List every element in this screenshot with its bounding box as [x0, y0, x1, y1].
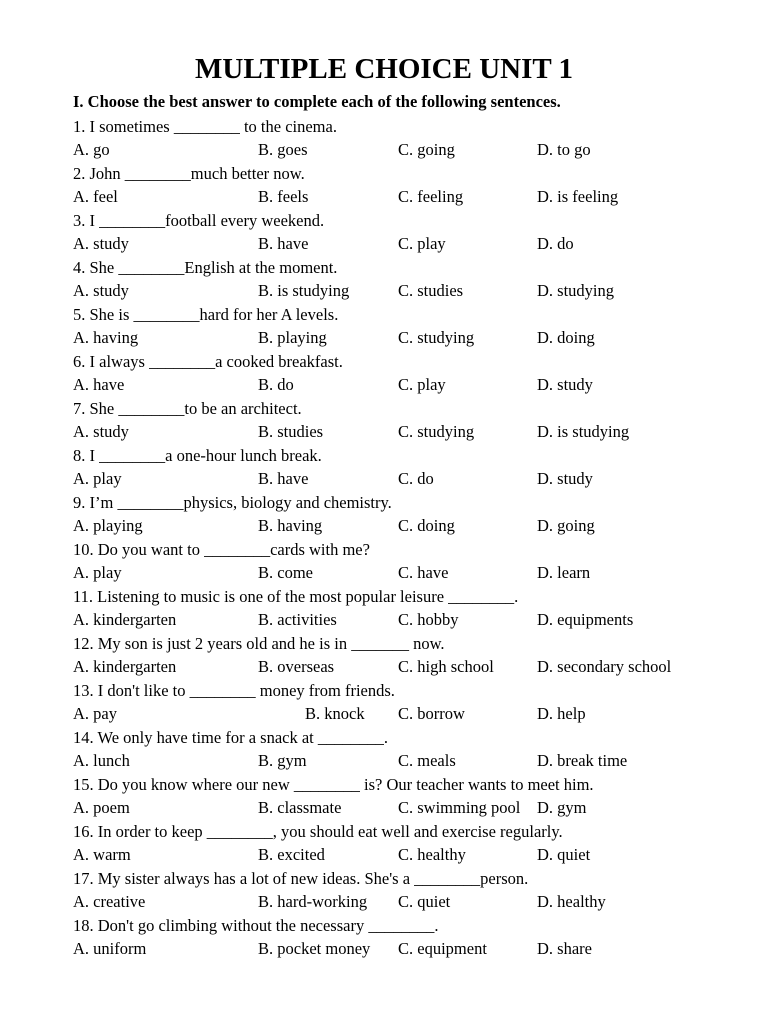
- option-b: B. do: [258, 375, 294, 394]
- option-d: D. is feeling: [537, 187, 619, 206]
- question-options: [73, 890, 753, 914]
- option-b: B. goes: [258, 140, 308, 159]
- option-b: B. gym: [258, 751, 307, 770]
- option-b: B. overseas: [258, 657, 335, 676]
- option-d: D. studying: [537, 281, 615, 300]
- question-options: [73, 796, 753, 820]
- option-d: D. equipments: [537, 610, 634, 629]
- option-a: A. kindergarten: [73, 610, 177, 629]
- question-options: [73, 608, 753, 632]
- option-d: D. healthy: [537, 892, 606, 911]
- question-item: [73, 726, 753, 773]
- option-a: A. go: [73, 140, 110, 159]
- option-a: A. having: [73, 328, 139, 347]
- question-stem: 9. I’m ________physics, biology and chemistry.: [73, 492, 392, 512]
- option-c: C. feeling: [398, 187, 464, 206]
- option-a: A. uniform: [73, 939, 147, 958]
- option-a: A. study: [73, 234, 129, 253]
- question-options: [73, 561, 753, 585]
- question-stem: 14. We only have time for a snack at ________.: [73, 727, 388, 747]
- question-stem: 8. I ________a one-hour lunch break.: [73, 445, 322, 465]
- option-c: C. play: [398, 234, 446, 253]
- question-stem: 5. She is ________hard for her A levels.: [73, 304, 339, 324]
- question-options: [73, 937, 753, 961]
- question-stem: 7. She ________to be an architect.: [73, 398, 302, 418]
- option-a: A. poem: [73, 798, 130, 817]
- option-c: C. do: [398, 469, 434, 488]
- section-instruction: I. Choose the best answer to complete each of the following sentences.: [73, 92, 561, 111]
- option-b: B. activities: [258, 610, 337, 629]
- question-item: [73, 820, 753, 867]
- question-stem: 2. John ________much better now.: [73, 163, 305, 183]
- option-d: D. doing: [537, 328, 595, 347]
- option-d: D. study: [537, 469, 593, 488]
- question-stem: 15. Do you know where our new ________ is? Our teacher wants to meet him.: [73, 774, 594, 794]
- question-item: [73, 303, 753, 350]
- option-b: B. excited: [258, 845, 325, 864]
- question-options: [73, 514, 753, 538]
- option-b: B. hard-working: [258, 892, 368, 911]
- question-options: [73, 843, 753, 867]
- question-stem: 12. My son is just 2 years old and he is in _______ now.: [73, 633, 445, 653]
- question-options: [73, 749, 753, 773]
- option-a: A. play: [73, 469, 122, 488]
- option-d: D. share: [537, 939, 592, 958]
- option-d: D. secondary school: [537, 657, 672, 676]
- question-options: [73, 279, 753, 303]
- question-item: [73, 491, 753, 538]
- question-stem: 3. I ________football every weekend.: [73, 210, 325, 230]
- option-b: B. have: [258, 469, 309, 488]
- question-item: [73, 585, 753, 632]
- question-stem: 18. Don't go climbing without the necessary ________.: [73, 915, 439, 935]
- option-c: C. studying: [398, 422, 475, 441]
- option-c: C. have: [398, 563, 449, 582]
- question-options: [73, 326, 753, 350]
- question-stem: 13. I don't like to ________ money from friends.: [73, 680, 395, 700]
- option-a: A. study: [73, 281, 129, 300]
- option-c: C. healthy: [398, 845, 466, 864]
- option-d: D. gym: [537, 798, 587, 817]
- question-stem: 4. She ________English at the moment.: [73, 257, 338, 277]
- page-title: MULTIPLE CHOICE UNIT 1: [195, 53, 573, 85]
- question-stem: 1. I sometimes ________ to the cinema.: [73, 116, 337, 136]
- question-stem: 16. In order to keep ________, you should eat well and exercise regularly.: [73, 821, 563, 841]
- option-d: D. do: [537, 234, 574, 253]
- option-a: A. have: [73, 375, 125, 394]
- question-options: [73, 655, 753, 679]
- question-item: [73, 867, 753, 914]
- option-a: A. lunch: [73, 751, 130, 770]
- option-b: B. knock: [305, 704, 365, 723]
- option-c: C. studying: [398, 328, 475, 347]
- question-options: [73, 702, 753, 726]
- option-b: B. come: [258, 563, 313, 582]
- option-a: A. playing: [73, 516, 143, 535]
- question-item: [73, 350, 753, 397]
- question-stem: 17. My sister always has a lot of new ideas. She's a ________person.: [73, 868, 529, 888]
- question-item: [73, 162, 753, 209]
- question-item: [73, 632, 753, 679]
- option-c: C. borrow: [398, 704, 465, 723]
- option-b: B. is studying: [258, 281, 350, 300]
- question-stem: 6. I always ________a cooked breakfast.: [73, 351, 343, 371]
- option-c: C. high school: [398, 657, 494, 676]
- option-b: B. pocket money: [258, 939, 371, 958]
- option-d: D. break time: [537, 751, 628, 770]
- option-d: D. quiet: [537, 845, 591, 864]
- option-c: C. swimming pool: [398, 798, 521, 817]
- question-options: [73, 467, 753, 491]
- option-c: C. play: [398, 375, 446, 394]
- option-c: C. doing: [398, 516, 455, 535]
- option-b: B. have: [258, 234, 309, 253]
- option-a: A. study: [73, 422, 129, 441]
- option-a: A. play: [73, 563, 122, 582]
- option-a: A. feel: [73, 187, 118, 206]
- question-item: [73, 397, 753, 444]
- option-c: C. meals: [398, 751, 456, 770]
- option-b: B. feels: [258, 187, 309, 206]
- option-d: D. study: [537, 375, 593, 394]
- question-item: [73, 444, 753, 491]
- question-stem: 10. Do you want to ________cards with me?: [73, 539, 370, 559]
- option-b: B. studies: [258, 422, 324, 441]
- option-b: B. playing: [258, 328, 327, 347]
- option-a: A. kindergarten: [73, 657, 177, 676]
- question-item: [73, 679, 753, 726]
- option-c: C. hobby: [398, 610, 459, 629]
- option-a: A. pay: [73, 704, 117, 723]
- option-a: A. warm: [73, 845, 131, 864]
- option-d: D. going: [537, 516, 595, 535]
- question-options: [73, 232, 753, 256]
- option-d: D. learn: [537, 563, 591, 582]
- option-c: C. studies: [398, 281, 464, 300]
- question-item: [73, 256, 753, 303]
- question-item: [73, 209, 753, 256]
- option-c: C. quiet: [398, 892, 451, 911]
- question-options: [73, 138, 753, 162]
- question-item: [73, 914, 753, 961]
- option-b: B. having: [258, 516, 323, 535]
- question-stem: 11. Listening to music is one of the most popular leisure ________.: [73, 586, 519, 606]
- option-c: C. equipment: [398, 939, 487, 958]
- option-b: B. classmate: [258, 798, 342, 817]
- option-a: A. creative: [73, 892, 146, 911]
- question-item: [73, 115, 753, 162]
- question-item: [73, 538, 753, 585]
- question-options: [73, 185, 753, 209]
- question-item: [73, 773, 753, 820]
- option-c: C. going: [398, 140, 455, 159]
- option-d: D. to go: [537, 140, 591, 159]
- option-d: D. is studying: [537, 422, 630, 441]
- question-options: [73, 373, 753, 397]
- question-options: [73, 420, 753, 444]
- option-d: D. help: [537, 704, 586, 723]
- question-list: [73, 115, 753, 961]
